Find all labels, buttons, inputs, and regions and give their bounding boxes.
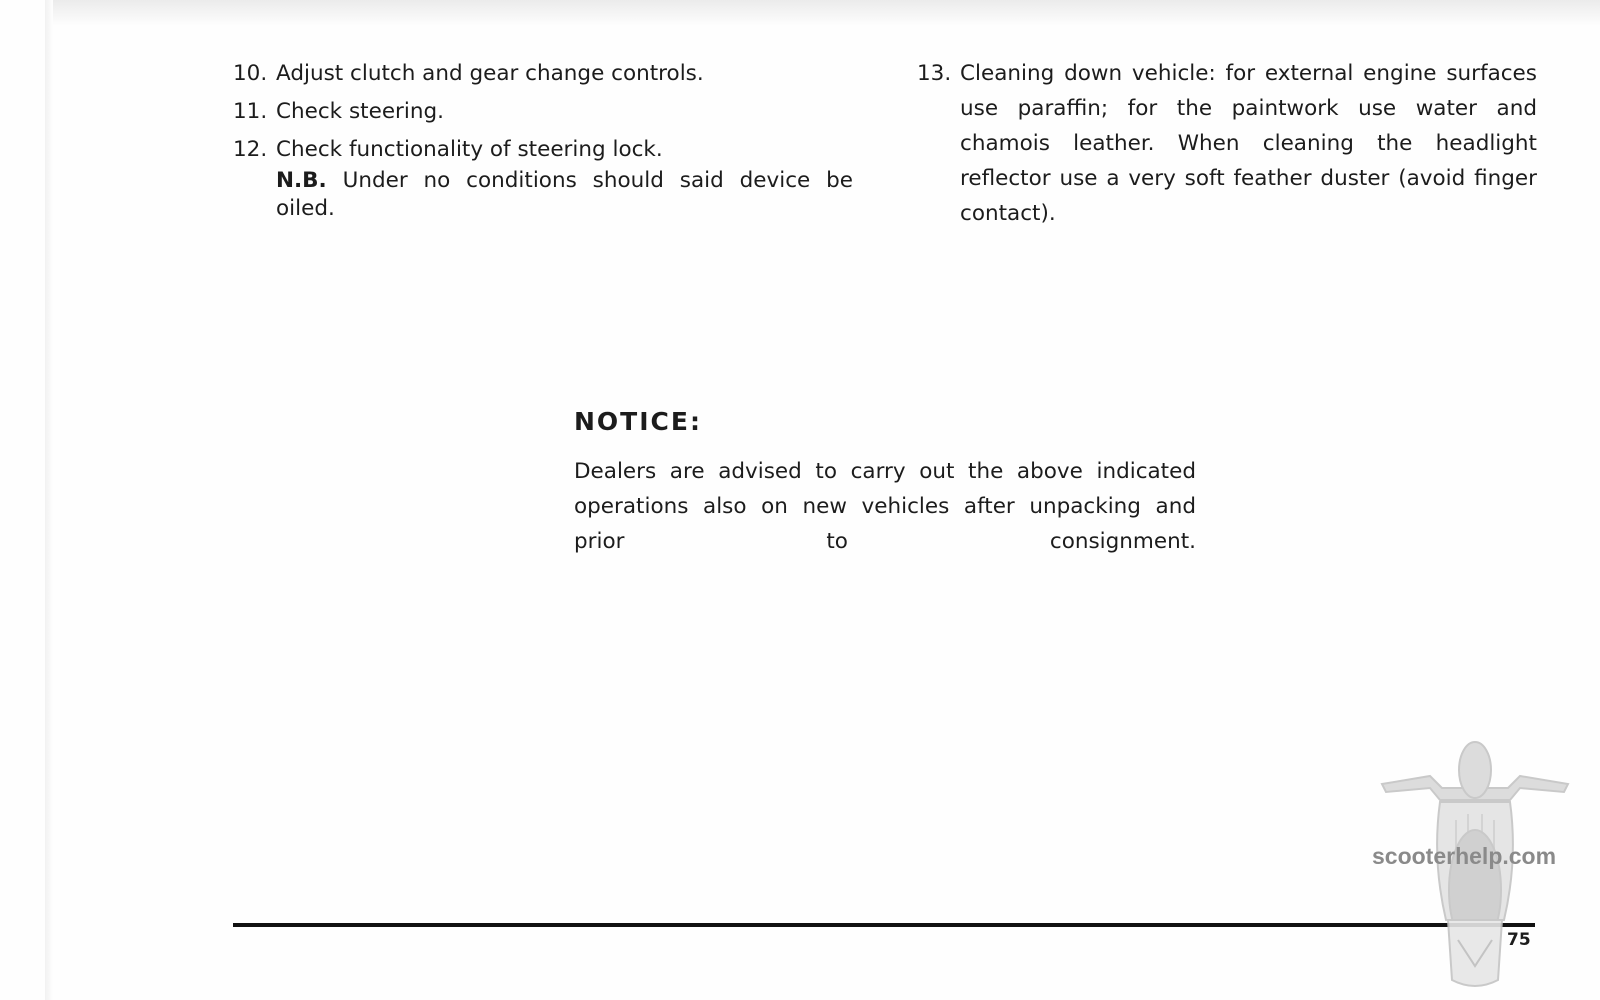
scan-edge-shadow-left [45,0,53,1000]
item-text: Check functionality of steering lock. [276,137,663,162]
item-text: Cleaning down vehicle: for external engine surfaces use paraffin; for the paintwork use water and chamois leather. When cleaning the headlight reflector use a very soft feather duster (avoid finger contact). [960,61,1537,226]
item-number: 12. [233,137,268,162]
item-number: 13. [917,61,952,86]
list-item [233,56,853,91]
page-number: 75 [1507,930,1531,950]
item-number: 10. [233,61,268,86]
nb-note [233,167,853,223]
right-column [917,56,1537,269]
list-item [233,132,853,167]
nb-text: Under no conditions should said device be oiled. [276,168,853,221]
footer-rule [233,923,1535,927]
notice-title: NOTICE: [574,407,702,436]
list-item [233,94,853,129]
notice-box [574,407,1196,594]
notice-body: Dealers are advised to carry out the above indicated operations also on new vehicles after unpacking and prior to consignment. [574,459,1196,554]
watermark-text: scooterhelp.com [1372,843,1557,869]
item-number: 11. [233,99,268,124]
left-column [233,56,853,223]
item-text: Adjust clutch and gear change controls. [276,61,704,86]
scan-edge-shadow-top [45,0,1600,26]
list-item [917,56,1537,266]
item-text: Check steering. [276,99,444,124]
nb-label: N.B. [276,168,327,193]
